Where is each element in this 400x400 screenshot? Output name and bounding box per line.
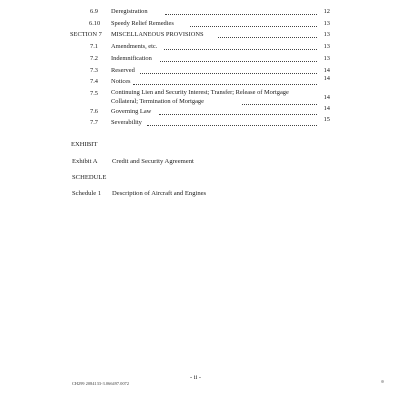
toc-number: 7.7 bbox=[90, 119, 98, 126]
document-code: CH299 2084133-3.066497.0072 bbox=[72, 381, 130, 386]
toc-page: 13 bbox=[323, 20, 330, 27]
toc-title: Speedy Relief Remedies bbox=[111, 20, 174, 27]
toc-title: Severability bbox=[111, 119, 142, 126]
toc-leader bbox=[165, 14, 317, 15]
toc-page: 13 bbox=[323, 55, 330, 62]
exhibit-label: Exhibit A bbox=[72, 158, 98, 165]
toc-entry bbox=[0, 89, 400, 109]
toc-number: 7.6 bbox=[90, 108, 98, 115]
schedule-title: Description of Aircraft and Engines bbox=[112, 190, 207, 197]
toc-leader bbox=[159, 114, 317, 115]
toc-number: 7.5 bbox=[90, 90, 98, 97]
toc-page: 14 bbox=[323, 94, 330, 101]
toc-title: Deregistration bbox=[111, 8, 148, 15]
scan-speck bbox=[381, 380, 384, 383]
toc-title: Governing Law bbox=[111, 108, 152, 115]
toc-entry bbox=[0, 118, 400, 128]
toc-title: Reserved bbox=[111, 67, 135, 74]
toc-number: 7.1 bbox=[90, 43, 98, 50]
toc-page: 12 bbox=[323, 8, 330, 15]
toc-number: 7.4 bbox=[90, 78, 98, 85]
toc-leader bbox=[140, 73, 317, 74]
toc-title: Indemnification bbox=[111, 55, 152, 62]
toc-number: 7.3 bbox=[90, 67, 98, 74]
toc-section-title: MISCELLANEOUS PROVISIONS bbox=[111, 31, 204, 38]
toc-number: 7.2 bbox=[90, 55, 98, 62]
toc-entry bbox=[0, 54, 400, 64]
page-number: - ii - bbox=[190, 374, 202, 381]
schedule-label: Schedule 1 bbox=[72, 190, 102, 197]
schedule-heading: SCHEDULE bbox=[72, 174, 107, 181]
toc-leader bbox=[218, 37, 317, 38]
toc-page: 13 bbox=[323, 31, 330, 38]
toc-leader bbox=[242, 104, 317, 105]
toc-leader bbox=[190, 26, 317, 27]
toc-entry bbox=[0, 77, 400, 87]
toc-entry bbox=[0, 42, 400, 52]
toc-entry bbox=[0, 7, 400, 17]
toc-page: 14 bbox=[323, 75, 330, 82]
toc-leader bbox=[164, 49, 317, 50]
toc-section-entry bbox=[0, 30, 400, 40]
exhibit-title: Credit and Security Agreement bbox=[112, 158, 194, 165]
toc-page: 13 bbox=[323, 43, 330, 50]
toc-entry bbox=[0, 107, 400, 117]
exhibit-heading: EXHIBIT bbox=[71, 141, 98, 148]
toc-leader bbox=[160, 61, 317, 62]
toc-number: 6.9 bbox=[90, 8, 98, 15]
toc-entry bbox=[0, 19, 400, 29]
toc-number: 6.10 bbox=[89, 20, 101, 27]
toc-title: Continuing Lien and Security Interest; Transfer; Release of Mortgage Collateral; Termination of Mortgage bbox=[111, 89, 289, 105]
toc-page: 15 bbox=[323, 116, 330, 123]
toc-title: Notices bbox=[111, 78, 131, 85]
toc-leader bbox=[147, 125, 317, 126]
toc-page: 14 bbox=[323, 67, 330, 74]
toc-page: 14 bbox=[323, 105, 330, 112]
toc-title: Amendments, etc. bbox=[111, 43, 158, 50]
toc-leader bbox=[133, 84, 317, 85]
toc-entry bbox=[0, 66, 400, 76]
toc-section-number: SECTION 7 bbox=[70, 31, 102, 38]
